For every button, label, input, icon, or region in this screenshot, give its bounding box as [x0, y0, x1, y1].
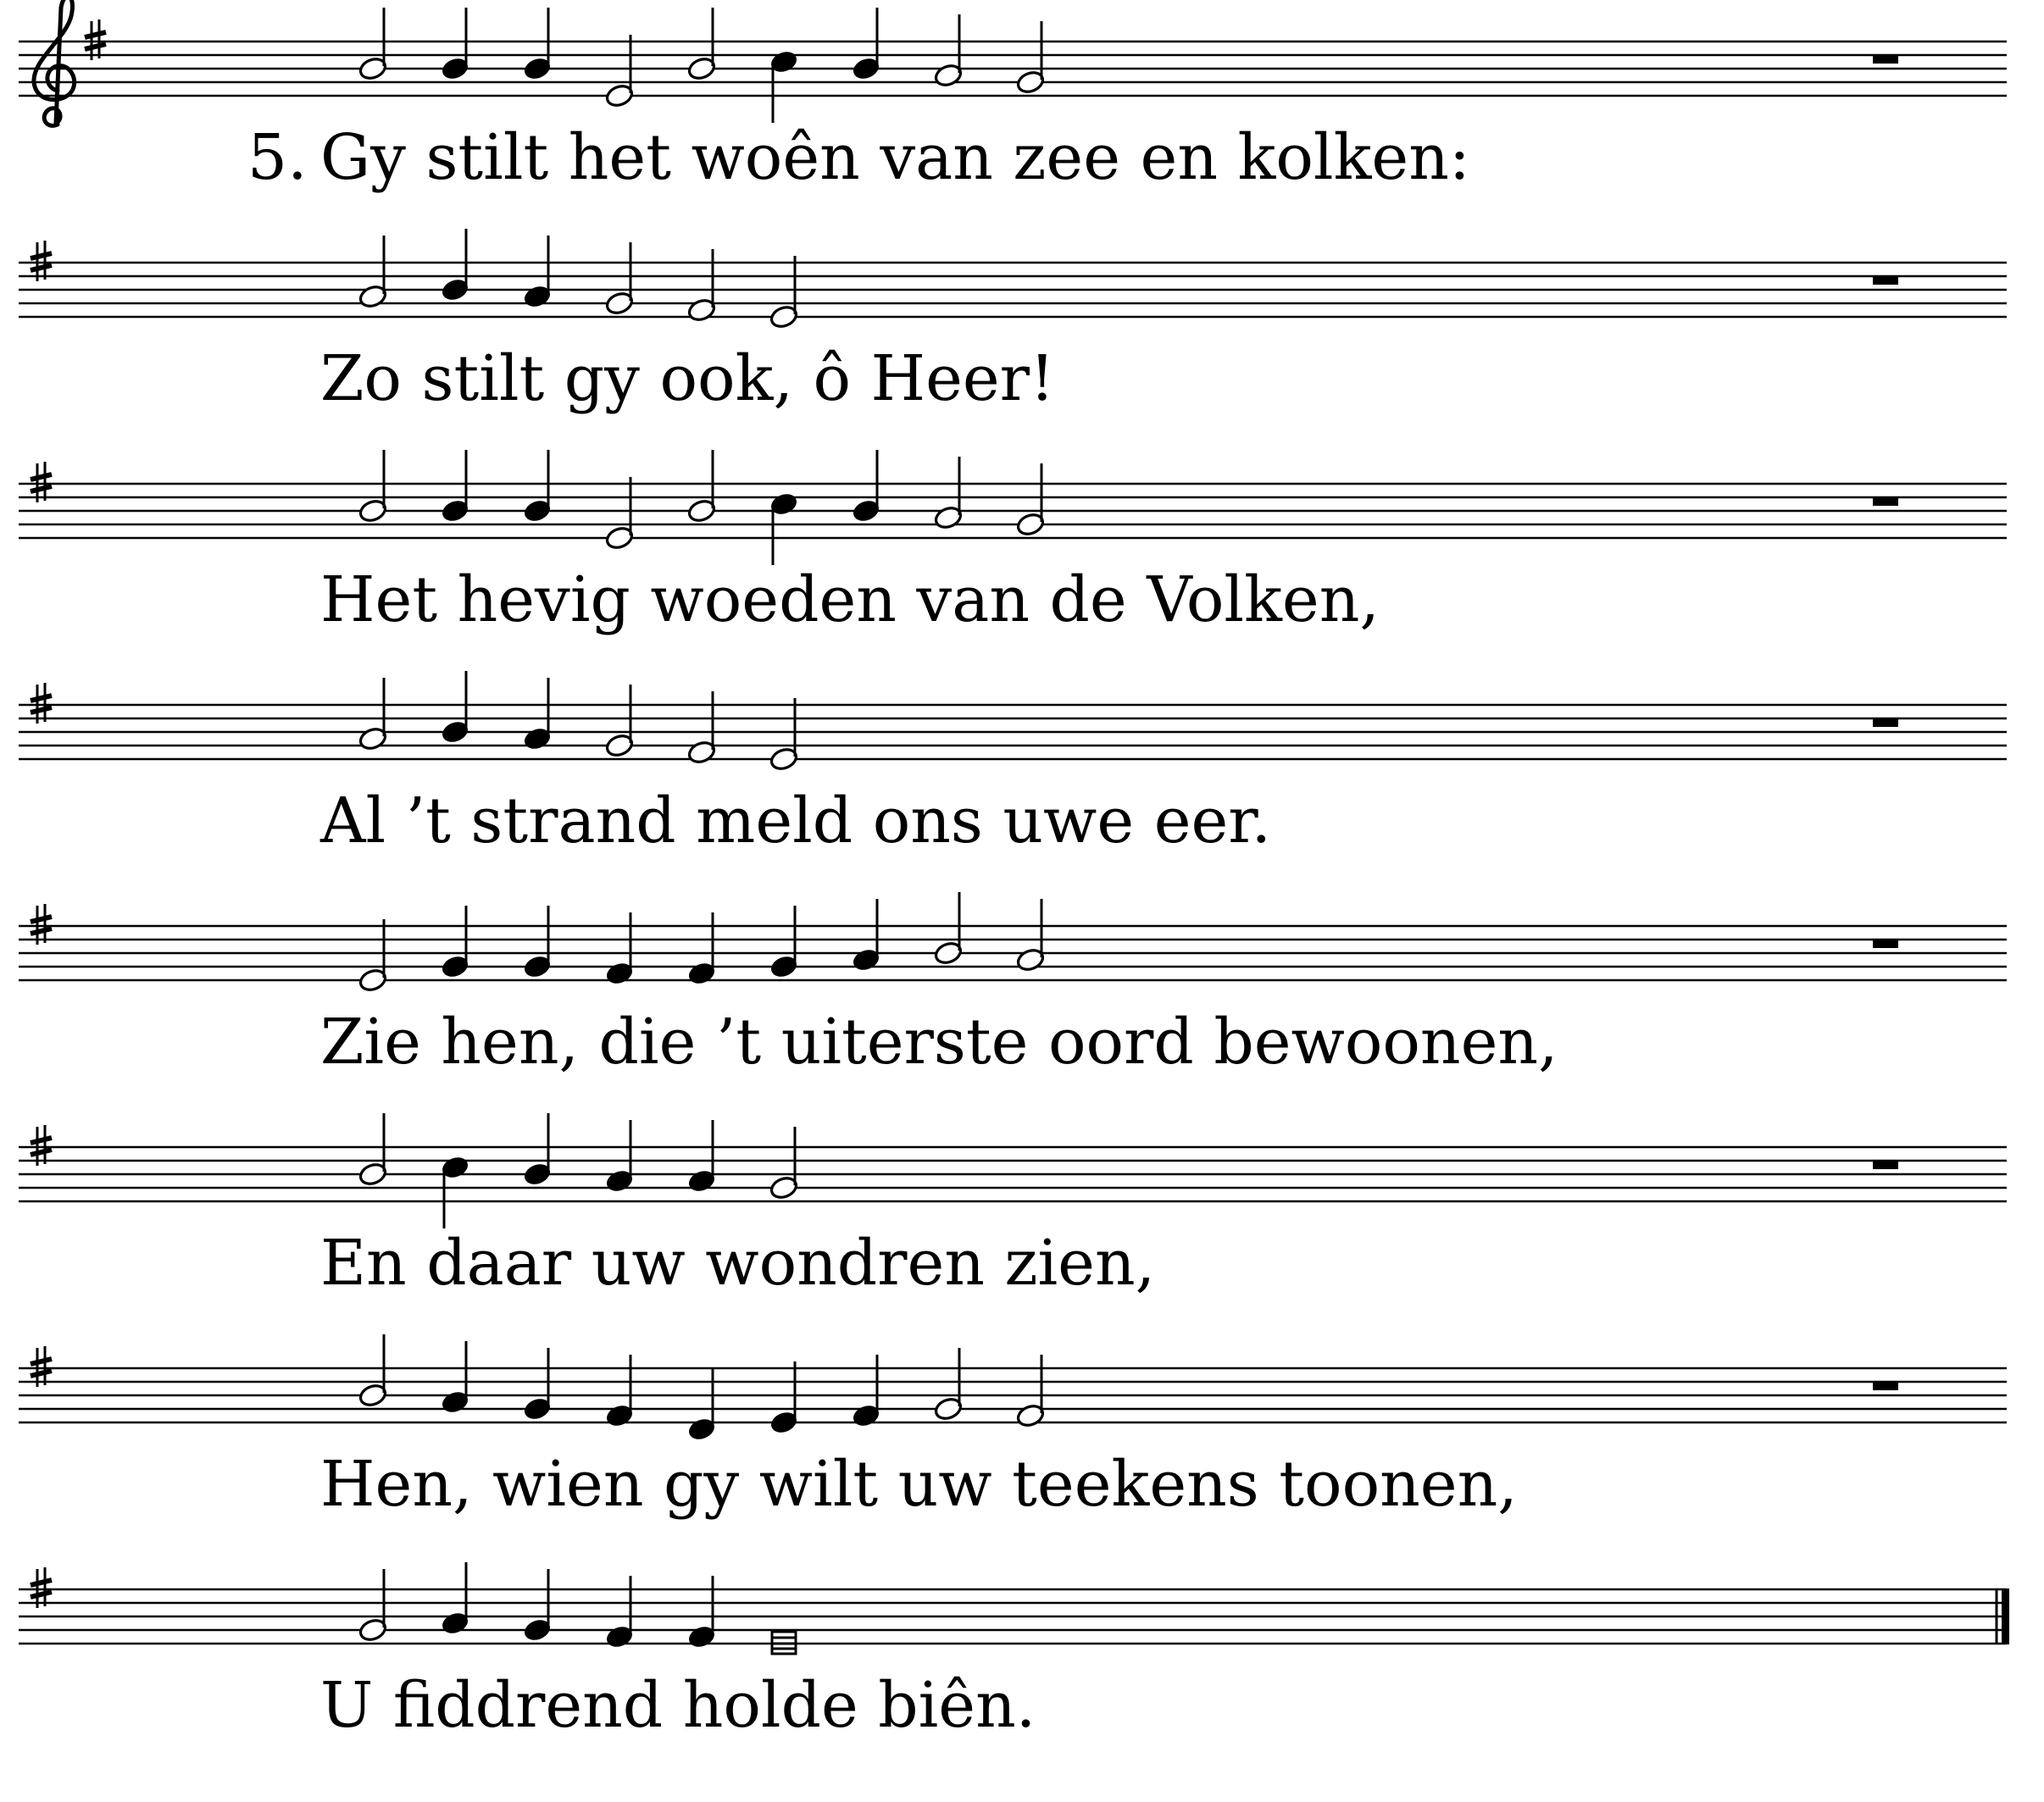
- note: [686, 1368, 717, 1442]
- note: [440, 450, 470, 524]
- note: [933, 892, 964, 966]
- note: [440, 906, 470, 979]
- note: [933, 14, 964, 88]
- note: [1015, 899, 1046, 973]
- note: [604, 1576, 635, 1650]
- note: [440, 229, 470, 302]
- note: [933, 1348, 964, 1422]
- note: [772, 1632, 796, 1654]
- note: [686, 450, 717, 524]
- lyric-line: Het hevig woeden van de Volken,: [320, 563, 1380, 636]
- note: [686, 249, 717, 323]
- note: [851, 8, 881, 81]
- treble-clef-icon: [34, 0, 75, 125]
- note: [522, 450, 553, 524]
- staff-system: [19, 0, 2007, 194]
- note: [440, 1341, 470, 1415]
- note: [358, 450, 388, 524]
- note: [1015, 463, 1046, 537]
- note: [1015, 1355, 1046, 1428]
- note: [604, 912, 635, 986]
- note: [851, 1355, 881, 1428]
- lyric-line: Al ’t strand meld ons uwe eer.: [320, 785, 1272, 857]
- note: [604, 477, 635, 551]
- note: [769, 698, 799, 772]
- half-rest-icon: [1873, 718, 1898, 727]
- note: [769, 906, 799, 979]
- note: [358, 1334, 388, 1408]
- note: [358, 678, 388, 751]
- score-systems: [19, 0, 2009, 1742]
- note: [522, 678, 553, 751]
- note: [769, 49, 799, 123]
- staff-system: [19, 1113, 2007, 1300]
- half-rest-icon: [1873, 1382, 1898, 1390]
- half-rest-icon: [1873, 940, 1898, 948]
- note: [358, 8, 388, 81]
- note: [604, 242, 635, 316]
- staff-system: [19, 229, 2007, 415]
- final-barline: [2002, 1589, 2009, 1644]
- lyric-line: U fiddrend holde biên.: [320, 1669, 1036, 1742]
- note: [358, 1569, 388, 1643]
- note: [1015, 21, 1046, 95]
- note: [769, 491, 799, 565]
- staff-system: [19, 1334, 2007, 1521]
- note: [358, 919, 388, 993]
- note: [686, 912, 717, 986]
- note: [604, 35, 635, 108]
- note: [851, 899, 881, 973]
- note: [440, 1155, 470, 1228]
- staff-system: [19, 1562, 2009, 1742]
- half-rest-icon: [1873, 497, 1898, 506]
- note: [440, 671, 470, 745]
- lyric-line: Zie hen, die ’t uiterste oord bewoonen,: [320, 1006, 1558, 1078]
- note: [522, 1569, 553, 1643]
- note: [522, 906, 553, 979]
- lyric-line: Hen, wien gy wilt uw teekens toonen,: [320, 1448, 1518, 1521]
- half-rest-icon: [1873, 55, 1898, 64]
- note: [851, 450, 881, 524]
- note: [604, 1120, 635, 1194]
- verse-number: 5.: [247, 121, 308, 194]
- half-rest-icon: [1873, 276, 1898, 285]
- note: [358, 1113, 388, 1187]
- note: [358, 236, 388, 309]
- note: [769, 256, 799, 330]
- note: [522, 1348, 553, 1422]
- lyric-line: Gy stilt het woên van zee en kolken:: [320, 121, 1470, 194]
- staff-system: [19, 671, 2007, 857]
- half-rest-icon: [1873, 1161, 1898, 1169]
- note: [769, 1361, 799, 1435]
- staff-system: [19, 892, 2007, 1078]
- note: [522, 236, 553, 309]
- lyric-line: Zo stilt gy ook, ô Heer!: [320, 342, 1055, 415]
- note: [522, 8, 553, 81]
- note: [440, 8, 470, 81]
- note: [769, 1127, 799, 1200]
- note: [440, 1562, 470, 1636]
- note: [686, 8, 717, 81]
- lyric-line: En daar uw wondren zien,: [320, 1227, 1156, 1300]
- note: [604, 1355, 635, 1428]
- note: [686, 1576, 717, 1650]
- note: [686, 1120, 717, 1194]
- note: [522, 1113, 553, 1187]
- note: [933, 457, 964, 530]
- staff-system: [19, 450, 2007, 636]
- note: [604, 685, 635, 758]
- note: [686, 691, 717, 765]
